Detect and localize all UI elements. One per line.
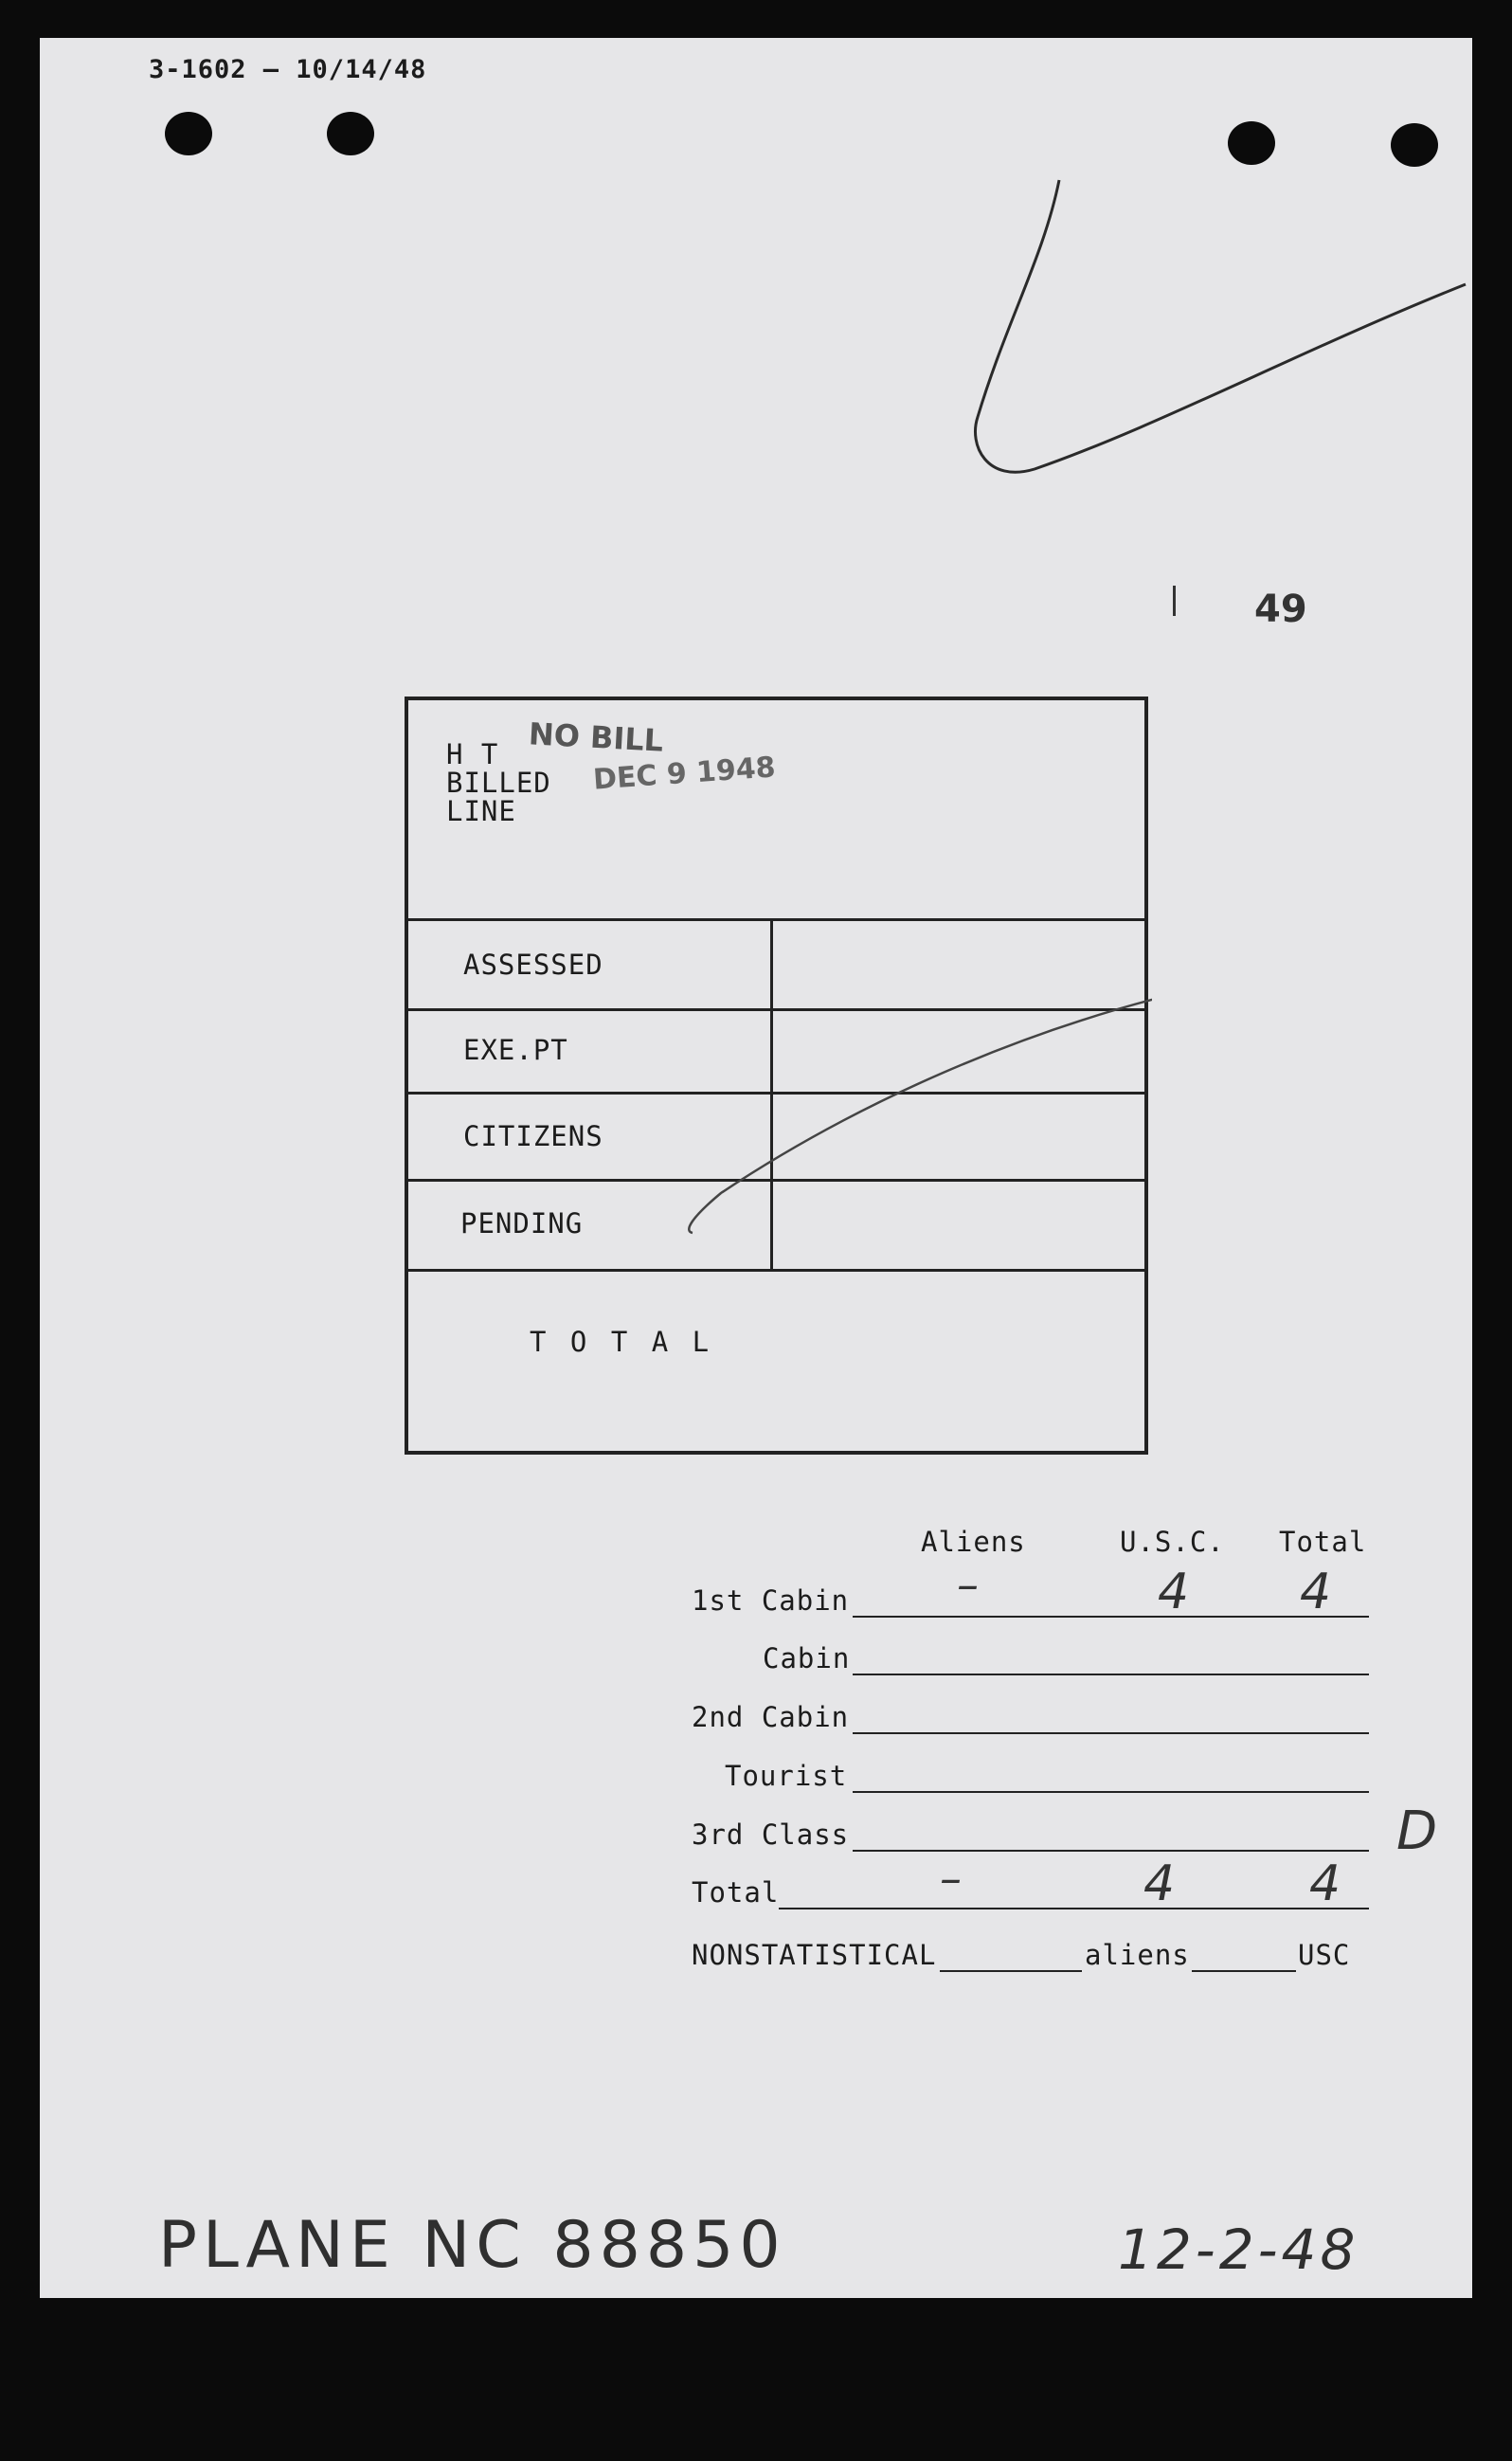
underline-2nd-cabin [853,1732,1369,1734]
date-stamp: DEC 9 1948 [592,751,777,797]
col-header-total: Total [1279,1526,1367,1558]
value-total-usc: 4 [1143,1855,1176,1912]
total-label: T O T A L [530,1326,713,1358]
side-mark: D [1396,1801,1438,1862]
value-1st-cabin-total: 4 [1300,1564,1332,1620]
box-header-billed: BILLED [446,767,551,799]
row-label-exempt: EXE.PT [463,1034,568,1066]
value-1st-cabin-aliens: – [957,1559,979,1610]
underline-cabin [853,1674,1369,1675]
no-bill-stamp: NO BILL [528,715,665,759]
usc-label: USC [1298,1939,1351,1971]
underline-3rd-class [853,1850,1369,1852]
plane-number: PLANE NC 88850 [158,2208,786,2283]
row-label-citizens: CITIZENS [463,1120,603,1152]
document-page [40,38,1472,2298]
box-header-ht: H T [446,738,499,770]
row-total: Total [692,1876,780,1909]
value-1st-cabin-usc: 4 [1158,1564,1190,1620]
underline-total [779,1908,1369,1909]
row-cabin: Cabin [763,1642,851,1674]
form-number: 3-1602 — 10/14/48 [149,55,427,84]
diagonal-strike [408,700,1152,1458]
value-total-aliens: – [940,1853,962,1904]
underline-1st-cabin [853,1616,1369,1618]
underline-tourist [853,1791,1369,1793]
row-2nd-cabin: 2nd Cabin [692,1701,850,1733]
row-1st-cabin: 1st Cabin [692,1584,850,1617]
handwritten-date: 12-2-48 [1118,2217,1359,2282]
aliens-label: aliens [1085,1939,1190,1971]
nonstatistical-label: NONSTATISTICAL [692,1939,937,1971]
value-total-total: 4 [1309,1855,1341,1912]
tally-box [405,697,1148,1455]
marginal-tick [1173,586,1176,616]
box-header-line: LINE [446,795,516,827]
marginal-number: 49 [1254,588,1307,631]
underline-nonstat-aliens [940,1970,1082,1972]
col-header-aliens: Aliens [921,1526,1026,1558]
row-label-pending: PENDING [460,1207,584,1240]
col-header-usc: U.S.C. [1120,1526,1225,1558]
row-tourist: Tourist [725,1760,848,1792]
row-3rd-class: 3rd Class [692,1819,850,1851]
row-label-assessed: ASSESSED [463,949,603,981]
underline-nonstat-usc [1192,1970,1296,1972]
